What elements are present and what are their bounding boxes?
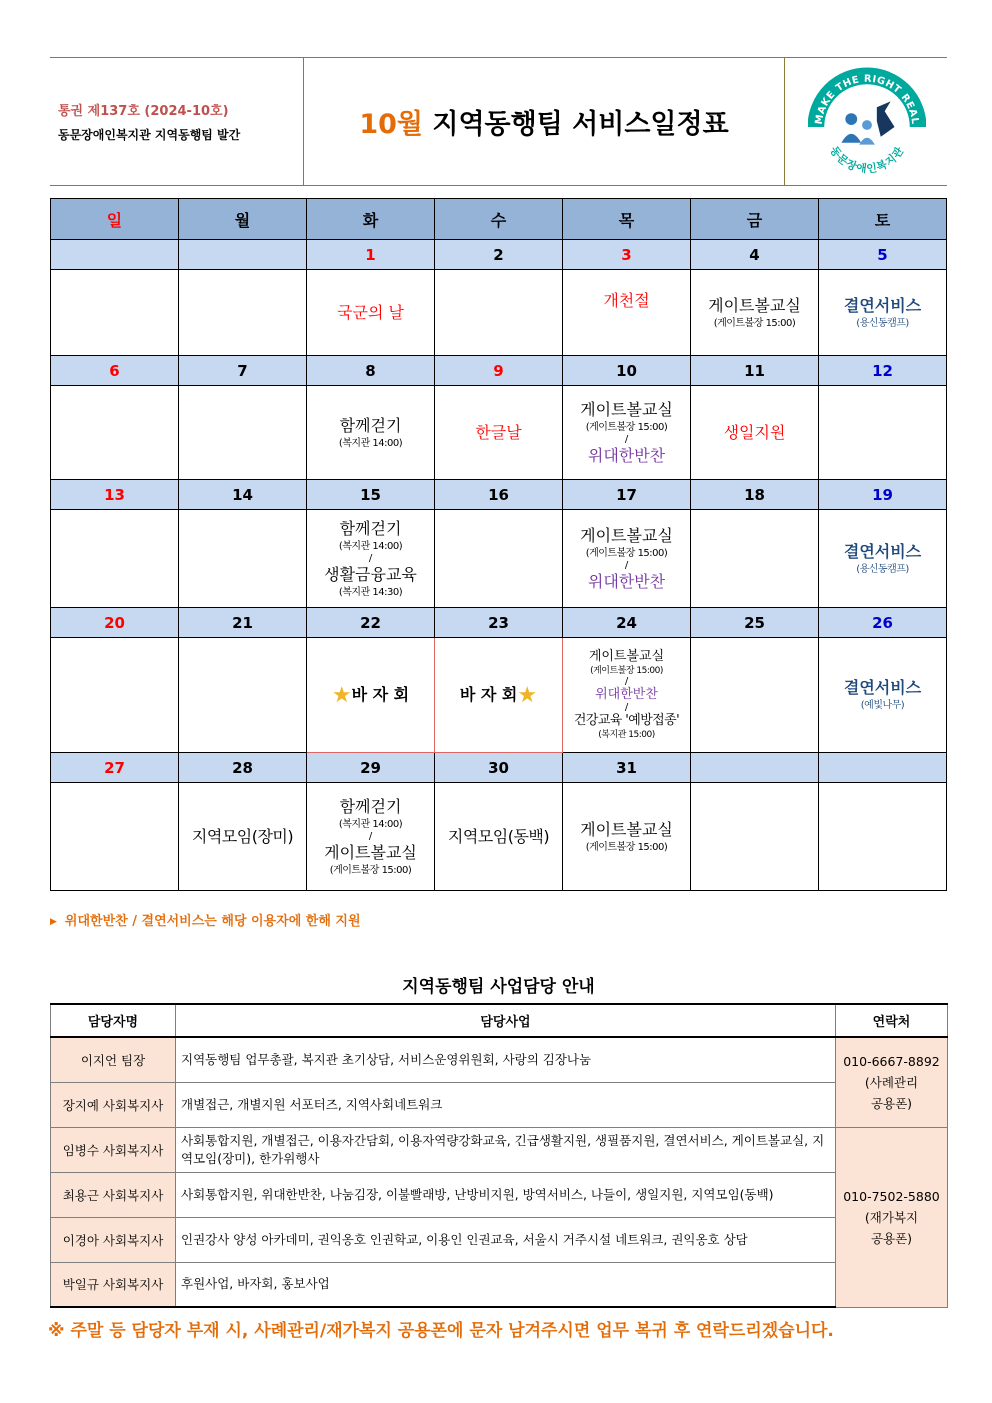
- date-cell: 7: [179, 356, 307, 386]
- table-row: [51, 1217, 948, 1262]
- event-row: [51, 270, 947, 356]
- event-title: 지역모임(동백): [447, 826, 550, 846]
- event-detail: (용신동캠프): [856, 563, 909, 575]
- event-title: 위대한반찬: [587, 571, 666, 591]
- event-cell: [51, 638, 179, 753]
- staff-tasks: 후원사업, 바자회, 홍보사업: [176, 1262, 836, 1307]
- event-separator: /: [624, 559, 629, 571]
- event-cell: [307, 386, 435, 480]
- date-row: [51, 480, 947, 510]
- event-cell: [435, 783, 563, 891]
- date-cell: 4: [691, 240, 819, 270]
- date-cell: 29: [307, 753, 435, 783]
- triangle-bullet-icon: ▶: [50, 917, 57, 927]
- staff-name: 임병수 사회복지사: [51, 1127, 176, 1172]
- staff-header-row: [51, 1004, 948, 1037]
- event-cell: [563, 270, 691, 356]
- date-cell: 1: [307, 240, 435, 270]
- date-cell: 9: [435, 356, 563, 386]
- event-title: 국군의 날: [337, 302, 404, 322]
- event-cell: [819, 783, 947, 891]
- event-title: 결연서비스: [843, 678, 922, 697]
- event-title: 생활금융교육: [324, 564, 417, 584]
- date-cell: 16: [435, 480, 563, 510]
- event-title: 건강교육 '예방접종': [573, 713, 680, 728]
- event-title: 결연서비스: [843, 541, 922, 561]
- date-cell: 23: [435, 608, 563, 638]
- event-title: 개천절: [603, 291, 650, 310]
- event-cell: [819, 386, 947, 480]
- event-cell: [563, 783, 691, 891]
- event-detail: (복지관 14:00): [338, 540, 403, 552]
- event-row: [51, 386, 947, 480]
- event-title: [307, 684, 434, 707]
- schedule-calendar: [50, 198, 947, 891]
- header-title-block: [304, 58, 785, 185]
- header: [50, 57, 947, 186]
- date-cell: 12: [819, 356, 947, 386]
- date-cell: 24: [563, 608, 691, 638]
- date-cell: [51, 240, 179, 270]
- event-cell: [435, 510, 563, 608]
- contact-label: 공용폰): [870, 1230, 913, 1246]
- date-cell: [691, 753, 819, 783]
- weekday-sat: 토: [819, 199, 947, 240]
- header-issue-block: [50, 58, 304, 185]
- date-cell: 14: [179, 480, 307, 510]
- date-cell: 28: [179, 753, 307, 783]
- staff-name: 이지언 팀장: [51, 1037, 176, 1082]
- event-detail: (게이트볼장 15:00): [585, 841, 668, 853]
- table-row: [51, 1082, 948, 1127]
- event-detail: (게이트볼장 15:00): [713, 317, 796, 329]
- date-cell: 30: [435, 753, 563, 783]
- event-title: 게이트볼교실: [580, 525, 673, 545]
- header-tasks: 담당사업: [176, 1004, 836, 1037]
- weekday-wed: 수: [435, 199, 563, 240]
- staff-tasks: 사회통합지원, 개별접근, 이용자간담회, 이용자역량강화교육, 긴급생활지원, 생필품지원, 결연서비스, 게이트볼교실, 지역모임(장미), 한가위행사: [176, 1127, 836, 1172]
- event-row: [51, 510, 947, 608]
- event-cell: [563, 510, 691, 608]
- event-cell: [691, 510, 819, 608]
- weekday-sun: 일: [51, 199, 179, 240]
- date-cell: [179, 240, 307, 270]
- contact-cell: [836, 1127, 948, 1307]
- event-detail: (예빛나무): [860, 700, 905, 711]
- event-cell: [307, 783, 435, 891]
- staff-name: 박일규 사회복지사: [51, 1262, 176, 1307]
- date-cell: 3: [563, 240, 691, 270]
- staff-tasks: 개별접근, 개별지원 서포터즈, 지역사회네트워크: [176, 1082, 836, 1127]
- event-cell: [691, 638, 819, 753]
- date-cell: 19: [819, 480, 947, 510]
- staff-tasks: 인권강사 양성 아카데미, 권익옹호 인권학교, 이용인 인권교육, 서울시 거주시설 네트워크, 권익옹호 상담: [176, 1217, 836, 1262]
- publisher: 동문장애인복지관 지역동행팀 발간: [58, 128, 241, 142]
- event-cell: [307, 638, 435, 753]
- event-title: 함께걷기: [339, 796, 402, 816]
- event-title: 함께걷기: [339, 518, 402, 538]
- event-cell: [435, 270, 563, 356]
- issue-number: 통권 제137호 (2024-10호): [58, 104, 229, 119]
- weekday-fri: 금: [691, 199, 819, 240]
- logo-slogan: MAKE THE RIGHT REAL: [813, 73, 921, 126]
- event-title: 한글날: [475, 422, 522, 442]
- event-detail: (게이트볼장 15:00): [585, 421, 668, 433]
- weekday-mon: 월: [179, 199, 307, 240]
- bazaar-label: 바 자 회: [459, 684, 518, 704]
- contact-cell: [836, 1037, 948, 1127]
- event-cell: [51, 783, 179, 891]
- staff-section-title: 지역동행팀 사업담당 안내: [402, 977, 595, 997]
- event-title: 게이트볼교실: [580, 399, 673, 419]
- event-title: 게이트볼교실: [708, 295, 801, 315]
- event-cell: [435, 638, 563, 753]
- logo-center-name: 동문장애인복지관: [827, 143, 907, 176]
- title-rest: 지역동행팀 서비스일정표: [432, 109, 729, 140]
- weekday-header-row: [51, 199, 947, 240]
- date-cell: 2: [435, 240, 563, 270]
- event-separator: /: [368, 830, 373, 842]
- date-cell: 21: [179, 608, 307, 638]
- star-icon: ★: [517, 682, 538, 708]
- contact-phone: 010-7502-5880: [843, 1188, 940, 1204]
- event-title: [435, 684, 562, 707]
- staff-tasks: 사회통합지원, 위대한반찬, 나눔김장, 이불빨래방, 난방비지원, 방역서비스, 나들이, 생일지원, 지역모임(동백): [176, 1172, 836, 1217]
- event-row: [51, 638, 947, 753]
- staff-name: 장지예 사회복지사: [51, 1082, 176, 1127]
- event-cell: [179, 783, 307, 891]
- date-row: [51, 356, 947, 386]
- staff-name: 최용근 사회복지사: [51, 1172, 176, 1217]
- header-name: 담당자명: [51, 1004, 176, 1037]
- event-separator: /: [368, 552, 373, 564]
- star-icon: ★: [331, 682, 352, 708]
- date-row: [51, 753, 947, 783]
- contact-label: 공용폰): [870, 1095, 913, 1111]
- event-detail: (게이트볼장 15:00): [329, 864, 412, 876]
- event-cell: [179, 270, 307, 356]
- table-row: [51, 1127, 948, 1172]
- date-cell: 22: [307, 608, 435, 638]
- event-row: [51, 783, 947, 891]
- support-note: [50, 910, 361, 929]
- date-cell: 8: [307, 356, 435, 386]
- support-note-text: 위대한반찬 / 결연서비스는 해당 이용자에 한해 지원: [64, 914, 361, 929]
- date-row: [51, 240, 947, 270]
- footer-note: ※ 주말 등 담당자 부재 시, 사례관리/재가복지 공용폰에 문자 남겨주시면 업무 복귀 후 연락드리겠습니다.: [48, 1321, 834, 1341]
- event-detail: (복지관 14:30): [338, 586, 403, 598]
- event-cell: [563, 638, 691, 753]
- date-cell: 15: [307, 480, 435, 510]
- event-cell: [51, 386, 179, 480]
- date-cell: 25: [691, 608, 819, 638]
- date-cell: 11: [691, 356, 819, 386]
- table-row: [51, 1262, 948, 1307]
- contact-label: (사례관리: [864, 1074, 919, 1090]
- event-separator: /: [624, 702, 629, 713]
- weekday-thu: 목: [563, 199, 691, 240]
- event-cell: [179, 638, 307, 753]
- date-cell: 31: [563, 753, 691, 783]
- event-title: 함께걷기: [339, 415, 402, 435]
- event-detail: (복지관 14:00): [338, 818, 403, 830]
- date-cell: 20: [51, 608, 179, 638]
- event-detail: (복지관 15:00): [598, 730, 655, 740]
- date-cell: 5: [819, 240, 947, 270]
- event-cell: [179, 510, 307, 608]
- date-cell: [819, 753, 947, 783]
- header-contact: 연락처: [836, 1004, 948, 1037]
- event-cell: [819, 270, 947, 356]
- contact-phone: 010-6667-8892: [843, 1053, 940, 1069]
- date-cell: 6: [51, 356, 179, 386]
- event-detail: (용신동캠프): [856, 317, 909, 329]
- event-detail: (게이트볼장 15:00): [585, 547, 668, 559]
- date-row: [51, 608, 947, 638]
- event-cell: [691, 783, 819, 891]
- weekday-tue: 화: [307, 199, 435, 240]
- event-cell: [819, 638, 947, 753]
- event-separator: /: [624, 676, 629, 687]
- event-cell: [563, 386, 691, 480]
- event-title: 위대한반찬: [595, 687, 658, 702]
- event-title: 게이트볼교실: [324, 842, 417, 862]
- event-cell: [51, 270, 179, 356]
- event-cell: [307, 510, 435, 608]
- event-cell: [691, 270, 819, 356]
- staff-name: 이경아 사회복지사: [51, 1217, 176, 1262]
- page-title: [304, 102, 784, 141]
- event-title: 생일지원: [723, 422, 786, 442]
- event-title: 게이트볼교실: [580, 819, 673, 839]
- event-separator: /: [624, 433, 629, 445]
- event-title: 게이트볼교실: [588, 649, 665, 664]
- event-title: 결연서비스: [843, 295, 922, 315]
- table-row: [51, 1172, 948, 1217]
- event-cell: [51, 510, 179, 608]
- date-cell: 10: [563, 356, 691, 386]
- event-detail: (게이트볼장 15:00): [590, 666, 663, 676]
- event-cell: [691, 386, 819, 480]
- event-title: 지역모임(장미): [191, 826, 294, 846]
- staff-tasks: 지역동행팀 업무총괄, 복지관 초기상담, 서비스운영위원회, 사랑의 김장나눔: [176, 1037, 836, 1082]
- event-cell: [307, 270, 435, 356]
- date-cell: 27: [51, 753, 179, 783]
- event-title: 위대한반찬: [587, 445, 666, 465]
- event-cell: [819, 510, 947, 608]
- event-cell: [179, 386, 307, 480]
- date-cell: 17: [563, 480, 691, 510]
- date-cell: 18: [691, 480, 819, 510]
- date-cell: 13: [51, 480, 179, 510]
- event-detail: (복지관 14:00): [338, 437, 403, 449]
- contact-label: (재가복지: [864, 1209, 919, 1225]
- event-cell: [435, 386, 563, 480]
- table-row: [51, 1037, 948, 1082]
- center-logo: [808, 66, 926, 184]
- date-cell: 26: [819, 608, 947, 638]
- title-month: 10월: [359, 109, 423, 140]
- bazaar-label: 바 자 회: [351, 684, 410, 704]
- staff-table: [50, 1003, 948, 1308]
